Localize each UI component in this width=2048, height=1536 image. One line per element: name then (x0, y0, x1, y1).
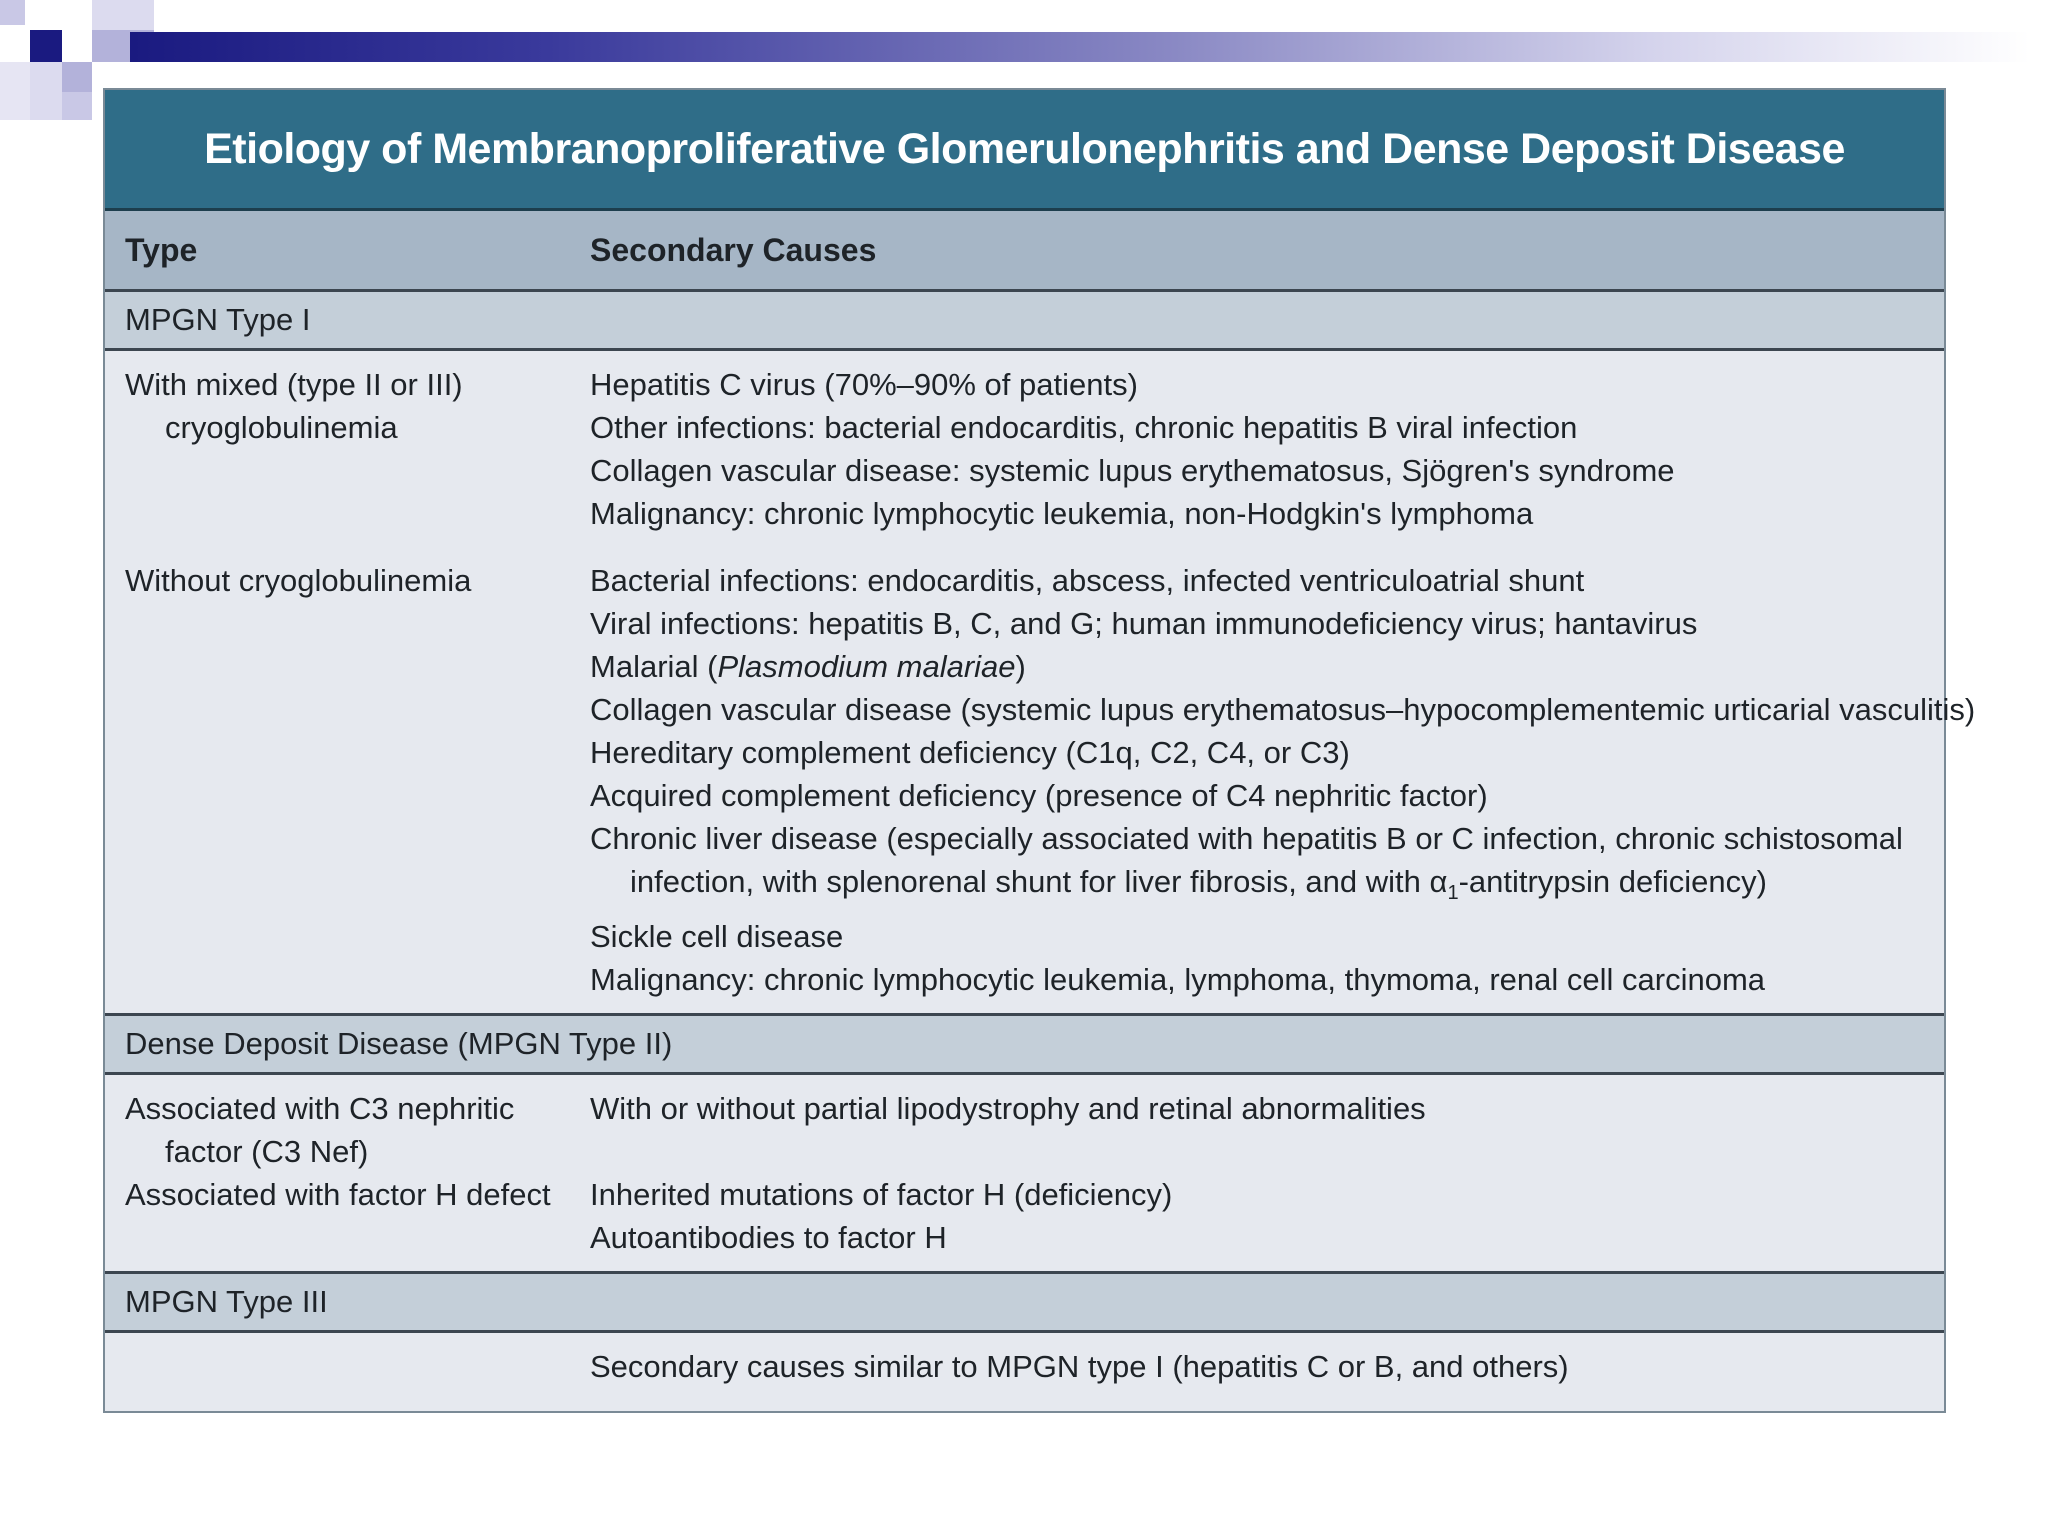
cause-line: Autoantibodies to factor H (590, 1220, 947, 1256)
section-label: MPGN Type I (125, 302, 311, 337)
cause-line: Other infections: bacterial endocarditis, chronic hepatitis B viral infection (590, 410, 1578, 445)
table-header-row (105, 211, 1944, 292)
section-label: Dense Deposit Disease (MPGN Type II) (125, 1026, 673, 1062)
type-cell (105, 1087, 590, 1173)
decorative-square (30, 62, 62, 120)
etiology-table (103, 88, 1976, 1413)
cause-text: infection, with splenorenal shunt for liver fibrosis, and with α (630, 864, 1448, 899)
table-row (105, 363, 1944, 535)
type-cell (105, 363, 590, 449)
section-row-mpgn-type-3 (105, 1274, 1944, 1333)
cause-line: Bacterial infections: endocarditis, abscess, infected ventriculoatrial shunt (590, 563, 1585, 598)
cause-line: Hepatitis C virus (70%–90% of patients) (590, 367, 1138, 402)
type-line: cryoglobulinemia (165, 410, 398, 445)
type-cell (105, 1173, 590, 1216)
decorative-square (0, 0, 25, 25)
table-row (105, 1345, 1944, 1388)
causes-cell (590, 1173, 1944, 1259)
cause-line: Viral infections: hepatitis B, C, and G; human immunodeficiency virus; hantavirus (590, 606, 1698, 641)
section-label: MPGN Type III (125, 1284, 328, 1320)
decorative-square (0, 62, 30, 120)
subscript: 1 (1447, 882, 1459, 905)
cause-line: Inherited mutations of factor H (deficiency) (590, 1177, 1173, 1213)
type-line: With mixed (type II or III) (125, 367, 463, 402)
header-type: Type (125, 231, 198, 268)
cause-line (590, 860, 1975, 915)
section-body-dense-deposit-disease (105, 1075, 1944, 1274)
decorative-square (62, 62, 92, 92)
cause-line: With or without partial lipodystrophy and retinal abnormalities (590, 1091, 1426, 1127)
causes-cell (590, 1345, 1944, 1388)
section-row-dense-deposit-disease (105, 1016, 1944, 1075)
cause-line (590, 645, 1975, 688)
cause-text: -antitrypsin deficiency) (1458, 864, 1767, 899)
decorative-square (62, 92, 92, 120)
causes-cell (590, 559, 1975, 1001)
cause-line: Chronic liver disease (especially associated with hepatitis B or C infection, chronic schistosomal (590, 821, 1903, 856)
cause-line: Collagen vascular disease: systemic lupus erythematosus, Sjögren's syndrome (590, 453, 1675, 488)
cause-line: Malignancy: chronic lymphocytic leukemia, non-Hodgkin's lymphoma (590, 496, 1534, 531)
table-row (105, 1087, 1944, 1173)
cause-text: Malarial ( (590, 649, 718, 684)
table-row (105, 559, 1976, 1001)
decorative-square (62, 0, 92, 30)
cause-line: Secondary causes similar to MPGN type I (hepatitis C or B, and others) (590, 1349, 1569, 1385)
cause-line: Malignancy: chronic lymphocytic leukemia, lymphoma, thymoma, renal cell carcinoma (590, 962, 1766, 998)
section-body-mpgn-type-3 (105, 1333, 1944, 1408)
type-line: Without cryoglobulinemia (125, 563, 472, 598)
cause-text: ) (1015, 649, 1026, 684)
table-row (105, 1173, 1944, 1259)
type-cell (105, 559, 590, 602)
decorative-square (30, 30, 62, 62)
cause-line: Hereditary complement deficiency (C1q, C2, C4, or C3) (590, 735, 1350, 770)
cause-line: Sickle cell disease (590, 919, 844, 955)
causes-cell (590, 363, 1944, 535)
cause-line: Collagen vascular disease (systemic lupus erythematosus–hypocomplementemic urticarial vasculitis) (590, 692, 1976, 727)
section-row-mpgn-type-1 (105, 292, 1944, 351)
type-line: Associated with C3 nephritic (125, 1091, 515, 1127)
cause-line: Acquired complement deficiency (presence of C4 nephritic factor) (590, 778, 1488, 813)
table-title: Etiology of Membranoproliferative Glomerulonephritis and Dense Deposit Disease (105, 90, 1944, 211)
type-line: factor (C3 Nef) (165, 1134, 369, 1170)
causes-cell (590, 1087, 1944, 1130)
section-body-mpgn-type-1 (105, 351, 1976, 1016)
header-secondary-causes: Secondary Causes (590, 231, 877, 268)
type-line: Associated with factor H defect (125, 1177, 551, 1213)
decorative-gradient-bar (130, 32, 2030, 62)
cause-text-italic: Plasmodium malariae (717, 649, 1016, 684)
